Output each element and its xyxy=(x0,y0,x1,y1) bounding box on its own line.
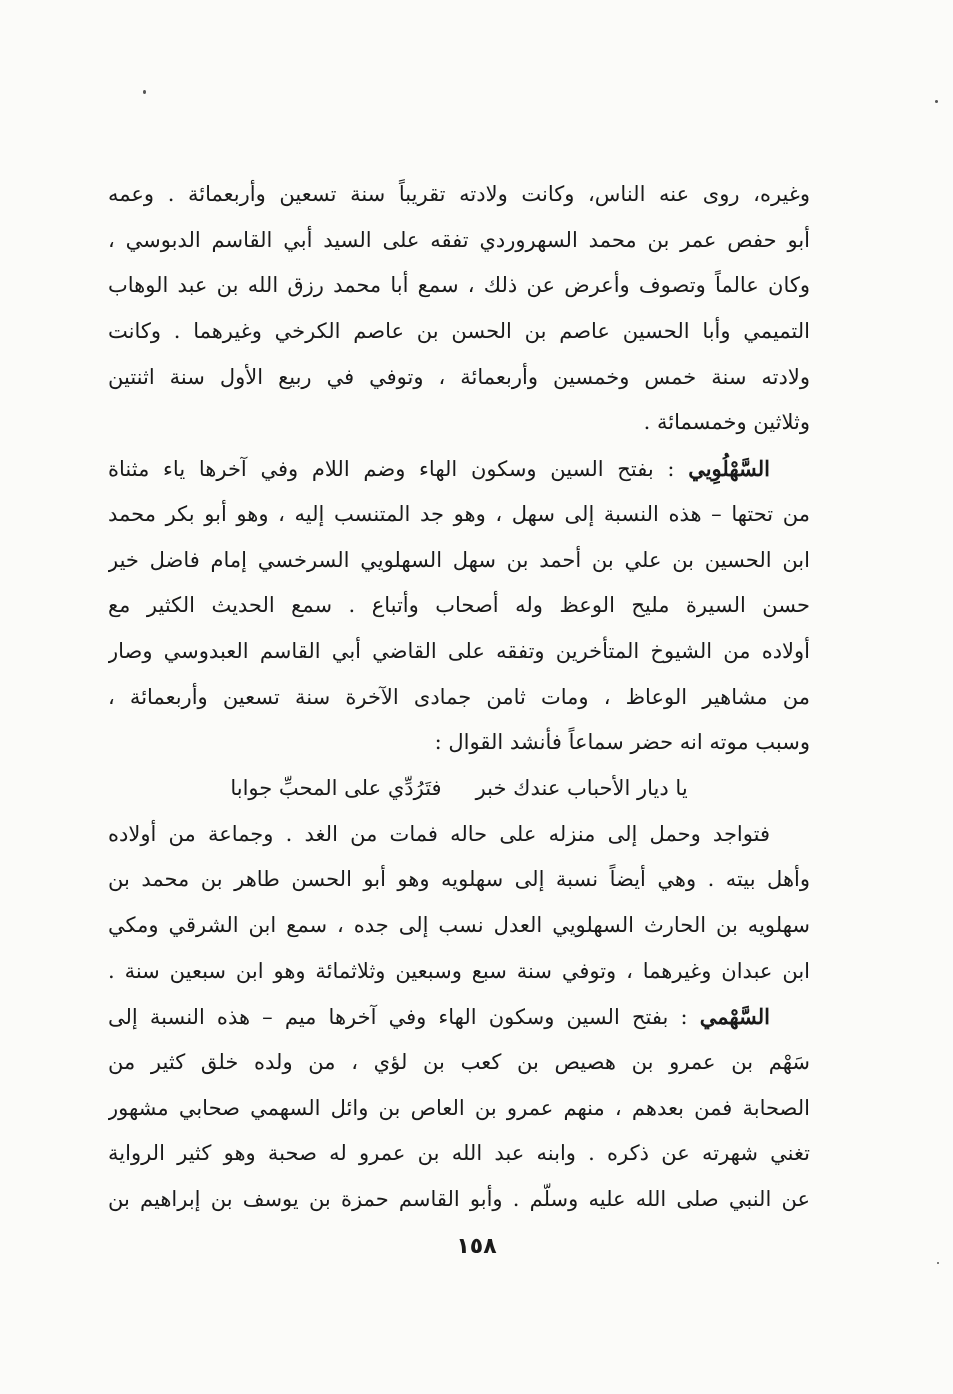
page-speck xyxy=(935,100,938,103)
page-number: ١٥٨ xyxy=(456,1234,497,1259)
entry-heading: السَّهْلُوِيي xyxy=(688,456,770,482)
entry-heading: السَّهْمي xyxy=(699,1004,770,1030)
text-line: ابن الحسين بن علي بن أحمد بن سهل السهلويي السرخسي إمام فاضل خير xyxy=(108,547,810,572)
text-line: أولاده من الشيوخ المتأخرين وتفقه على القاضي أبي القاسم العبدوسي وصار xyxy=(108,638,810,663)
text-line: وأهل بيته . وهي أيضاً نسبة إلى سهلويه وهو أبو الحسن طاهر بن محمد بن xyxy=(108,867,810,892)
page-speck xyxy=(937,1262,939,1264)
text-line: وغيره، روى عنه الناس، وكانت ولادته تقريباً سنة تسعين وأربعمائة . وعمه xyxy=(108,182,810,206)
text-line: الصحابة فمن بعدهم ، منهم عمرو بن العاص بن وائل السهمي صحابي مشهور xyxy=(108,1095,810,1120)
verse-hemistich: يا ديار الأحباب عندك خبر xyxy=(475,775,688,800)
verse-hemistich: فتَرُدِّي على المحبِّ جوابا xyxy=(230,775,442,800)
poetry-verse xyxy=(108,766,810,812)
text-line: ابن عبدان وغيرهما ، وتوفي سنة سبع وسبعين وثلاثمائة وهو ابن سبعين سنة . xyxy=(108,958,810,983)
text-line: من مشاهير الوعاظ ، ومات ثامن جمادى الآخرة سنة تسعين وأربعمائة ، xyxy=(108,684,810,709)
text-line: التميمي وأبا الحسين عاصم بن الحسن بن عاصم الكرخي وغيرهما . وكانت xyxy=(108,319,810,344)
entry-first-line xyxy=(108,994,810,1040)
text-line: أبو حفص عمر بن محمد السهروردي تفقه على السيد أبي القاسم الدبوسي ، xyxy=(108,227,810,252)
entry-text: : بفتح السين وسكون الهاء وفي آخرها ميم – هذه النسبة إلى xyxy=(108,1005,688,1030)
entry-text: : بفتح السين وسكون الهاء وضم اللام وفي آخرها ياء مثناة xyxy=(108,457,675,482)
text-line: عن النبي صلى الله عليه وسلّم . وأبو القاسم حمزة بن يوسف بن إبراهيم بن xyxy=(108,1187,810,1212)
main-text xyxy=(108,172,810,1223)
text-line: تغني شهرته عن ذكره . وابنه عبد الله بن عمرو له صحبة وهو كثير الرواية xyxy=(108,1141,810,1166)
page-speck xyxy=(143,90,146,94)
text-line: فتواجد وحمل إلى منزله على حاله فمات من الغد . وجماعة من أولاده xyxy=(108,821,770,846)
text-line: حسن السيرة مليح الوعظ وله أصحاب وأتباع . سمع الحديث الكثير مع xyxy=(108,593,810,618)
text-line: وكان عالماً وتصوف وأعرض عن ذلك ، سمع أبا محمد رزق الله بن عبد الوهاب xyxy=(108,273,810,298)
text-line: وثلاثين وخمسمائة . xyxy=(643,410,810,435)
text-line: من تحتها – هذه النسبة إلى سهل ، وهو جد المتنسب إليه ، وهو أبو بكر محمد xyxy=(108,501,810,526)
entry-first-line xyxy=(108,446,810,492)
text-line: سَهْم بن عمرو بن هصيص بن كعب بن لؤي ، من ولده خلق كثير من xyxy=(108,1050,810,1075)
text-line: ولادته سنة خمس وخمسين وأربعمائة ، وتوفي في ربيع الأول سنة اثنتين xyxy=(108,364,810,389)
text-line: سهلويه بن الحارث السهلويي العدل نسب إلى جده ، سمع ابن الشرقي ومكي xyxy=(108,913,810,937)
text-line: وسبب موته انه حضر سماعاً فأنشد القوال : xyxy=(434,730,810,755)
